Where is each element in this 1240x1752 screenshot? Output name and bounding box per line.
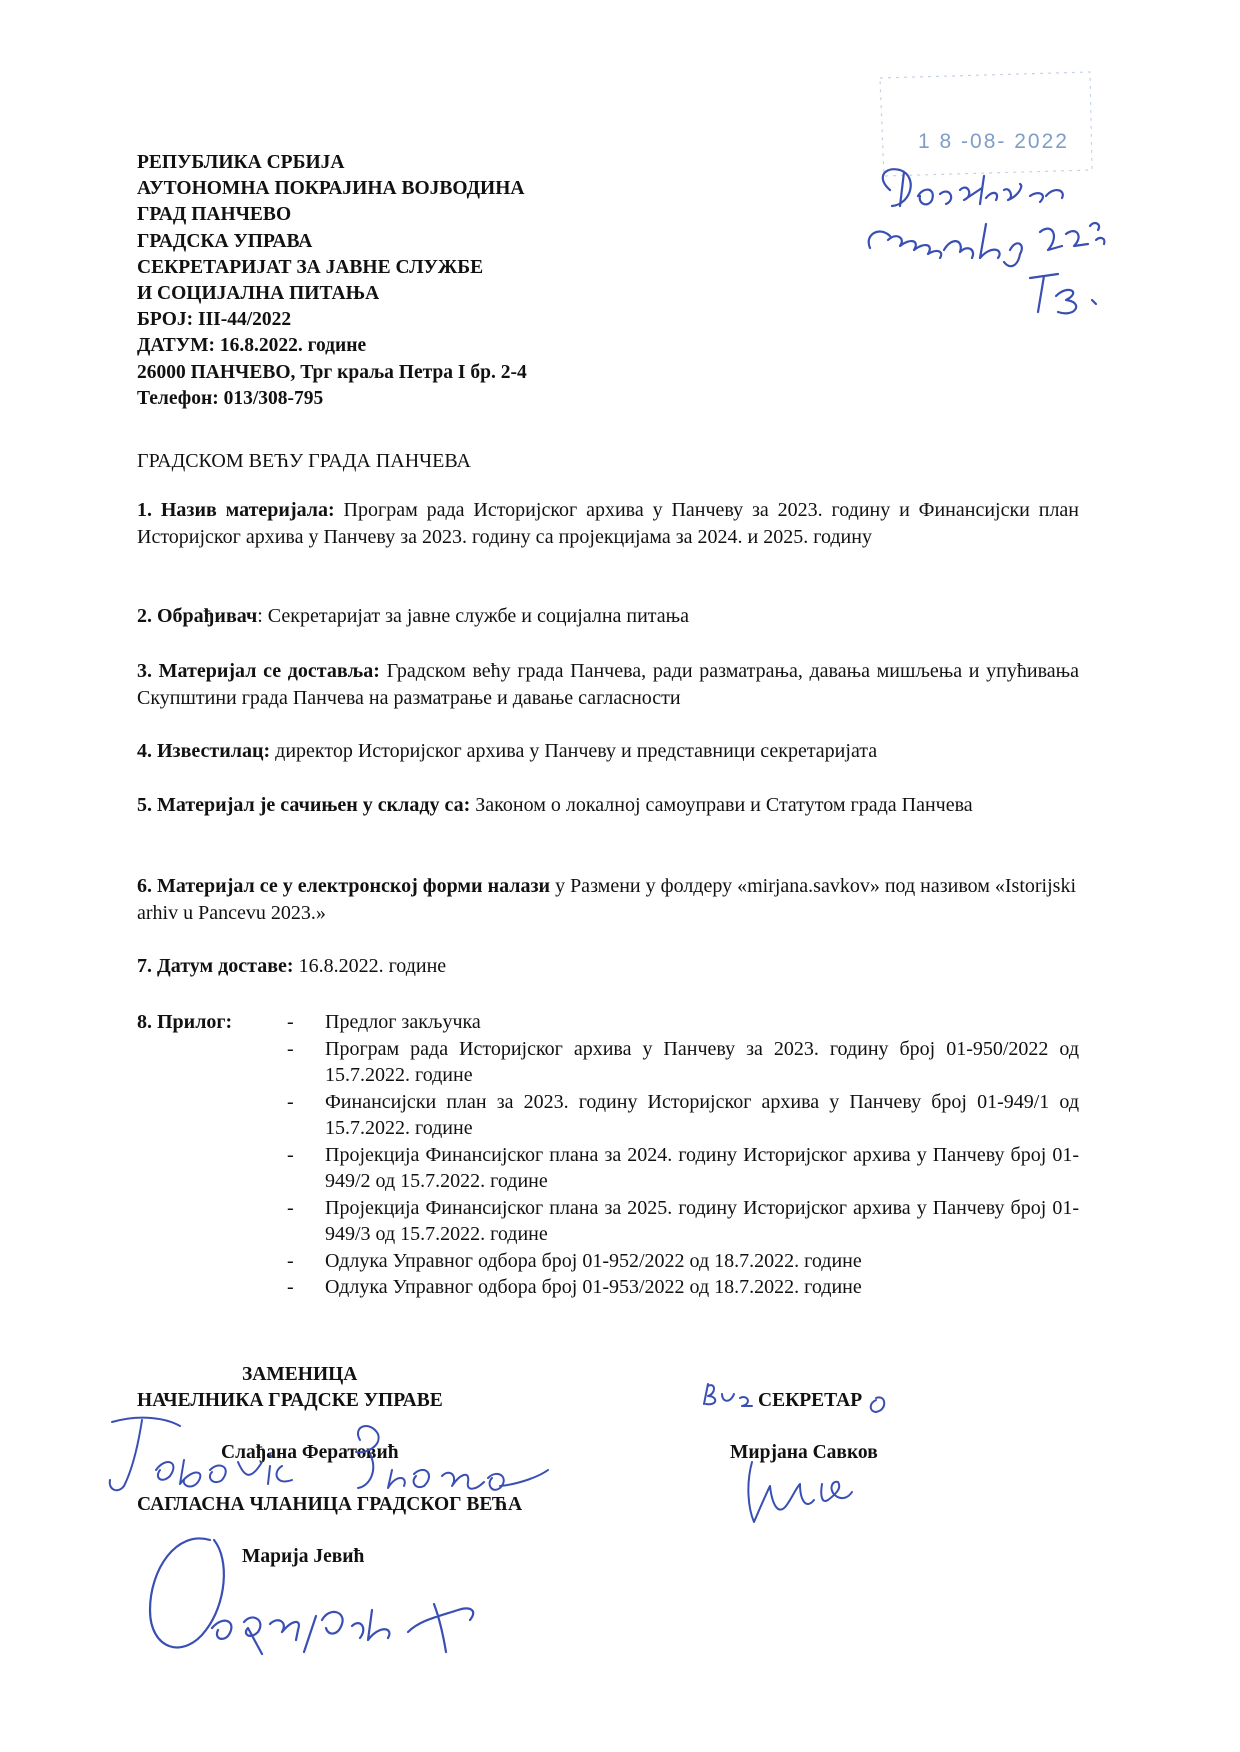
item-delivered-to (137, 658, 1079, 711)
list-dash: - (287, 1143, 294, 1166)
addressee: ГРАДСКОМ ВЕЋУ ГРАДА ПАНЧЕВА (137, 450, 471, 472)
attachment-item: - Пројекција Финансијског плана за 2024. годину Историјског архива у Панчеву број 01-949/2 од 15.7.2022. године (287, 1143, 1079, 1192)
item-text: Градском већу града Панчева, ради разматрања, давања мишљења и упућивања Скупштини града Панчева на разматрање и давање сагласности (137, 660, 1079, 709)
attachment-item: - Програм рада Историјског архива у Панчеву за 2023. годину број 01-950/2022 од 15.7.2022. године (287, 1037, 1079, 1086)
list-dash: - (287, 1276, 294, 1298)
item-processor (137, 603, 1079, 630)
item-label: 4. Известилац: (137, 740, 271, 762)
item-label: 7. Датум доставе: (137, 955, 294, 977)
item-delivery-date (137, 953, 1079, 980)
attachment-item: - Пројекција Финансијског плана за 2025. годину Историјског архива у Панчеву број 01-949/3 од 15.7.2022. године (287, 1196, 1079, 1245)
item-text: : Секретаријат за јавне службе и социјална питања (257, 605, 690, 627)
attachment-item: - Одлука Управног одбора број 01-953/2022 од 18.7.2022. године (287, 1274, 1079, 1301)
header-line-province: АУТОНОМНА ПОКРАЈИНА ВОЈВОДИНА (137, 178, 525, 200)
document-header (137, 150, 697, 412)
header-line-date: ДАТУМ: 16.8.2022. године (137, 335, 367, 357)
item-label: 2. Обрађивач (137, 605, 258, 627)
item-text: 16.8.2022. године (293, 955, 447, 977)
attachments-list (287, 1009, 1079, 1301)
header-line-phone: Телефон: 013/308-795 (137, 387, 324, 409)
deputy-title-2: НАЧЕЛНИКА ГРАДСКЕ УПРАВЕ (137, 1390, 443, 1411)
list-dash: - (287, 1090, 294, 1113)
header-line-city: ГРАД ПАНЧЕВО (137, 204, 292, 226)
item-text: у Размени у фолдеру «mirjana.savkov» под називом «Istorijski arhiv u Pancevu 2023.» (137, 875, 1077, 924)
header-line-secretariat-2: И СОЦИЈАЛНА ПИТАЊА (137, 283, 380, 305)
list-dash: - (287, 1196, 294, 1219)
receipt-stamp (880, 72, 1092, 176)
item-label: 5. Материјал је сачињен у складу са: (137, 794, 471, 816)
item-text: Програм рада Историјског архива у Панчеву за 2023. годину и Финансијски план Историјског архива у Панчеву за 2023. годину са пројекцијама за 2024. и 2025. годину (137, 499, 1080, 548)
list-dash: - (287, 1037, 294, 1060)
receipt-stamp-date: 1 8 -08- 2022 (918, 130, 1069, 153)
attachments-label: 8. Прилог: (137, 1011, 233, 1033)
handwritten-note-signature (869, 169, 1105, 313)
deputy-name: Слађана Фератовић (221, 1442, 399, 1463)
secretary-title: СЕКРЕТАР (758, 1390, 863, 1411)
attachment-item: - Предлог закључка (287, 1009, 1079, 1036)
item-compliance (137, 792, 1079, 819)
attachment-item: - Одлука Управног одбора број 01-952/2022 од 18.7.2022. године (287, 1248, 1079, 1275)
item-reporter (137, 738, 1079, 765)
list-dash: - (287, 1249, 294, 1272)
item-label: 3. Материјал се доставља: (137, 660, 380, 682)
item-text: Законом о локалној самоуправи и Статутом града Панчева (470, 794, 973, 816)
header-line-administration: ГРАДСКА УПРАВА (137, 230, 313, 252)
deputy-title-1: ЗАМЕНИЦА (242, 1364, 358, 1385)
item-material-name (137, 497, 1079, 550)
item-label: 6. Материјал се у електронској форми налази (137, 875, 551, 897)
council-member-name: Марија Јевић (242, 1546, 365, 1567)
header-line-secretariat: СЕКРЕТАРИЈАТ ЗА ЈАВНЕ СЛУЖБЕ (137, 256, 484, 278)
item-electronic-form (137, 873, 1079, 926)
item-label: 1. Назив материјала: (137, 499, 335, 521)
item-text: директор Историјског архива у Панчеву и представници секретаријата (270, 740, 878, 762)
secretary-name: Мирјана Савков (730, 1442, 878, 1463)
council-member-title: САГЛАСНА ЧЛАНИЦА ГРАДСКОГ ВЕЋА (137, 1494, 523, 1515)
header-line-country: РЕПУБЛИКА СРБИЈА (137, 152, 345, 173)
header-line-address: 26000 ПАНЧЕВО, Трг краља Петра I бр. 2-4 (137, 361, 527, 383)
list-dash: - (287, 1011, 294, 1033)
attachment-item: - Финансијски план за 2023. годину Историјског архива у Панчеву број 01-949/1 од 15.7.2022. године (287, 1090, 1079, 1139)
header-line-number: БРОЈ: III-44/2022 (137, 309, 292, 331)
